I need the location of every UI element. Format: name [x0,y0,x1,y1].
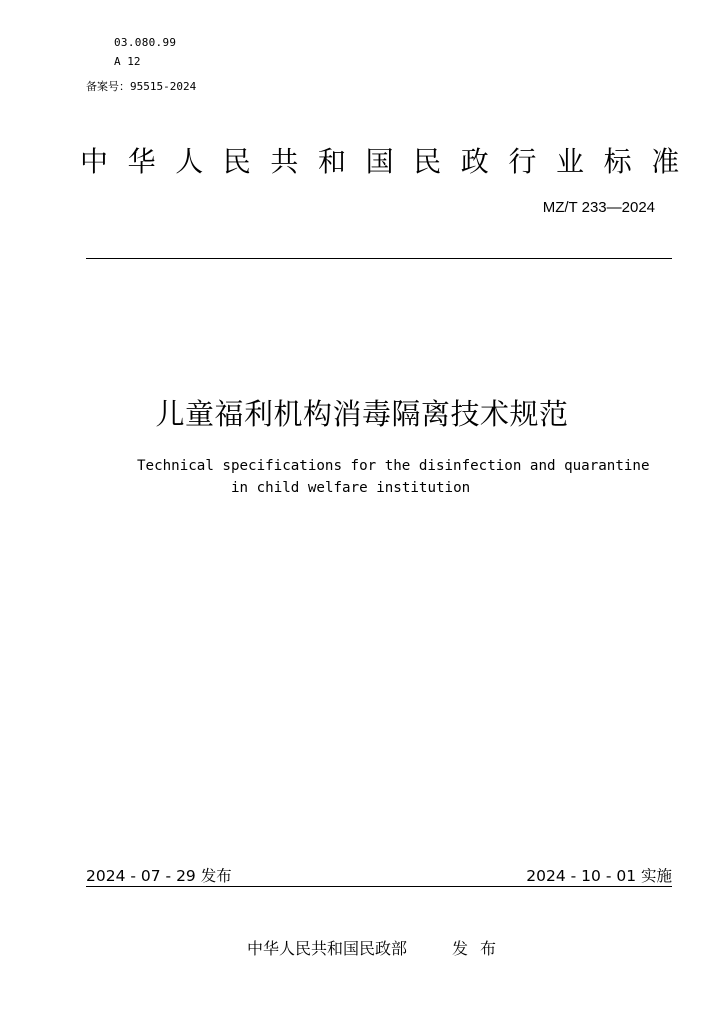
ics-code: 03.080.99 [114,36,177,49]
filing-number: 备案号：95515-2024 [86,80,197,93]
header-divider [86,258,672,259]
implement-date: 2024 - 10 - 01 实施 [526,867,672,885]
ccs-code: A 12 [114,55,141,68]
standard-category-title: 中华人民共和国民政行业标准 [80,145,699,178]
document-title-en-line1: Technical specifications for the disinfection and quarantine [137,458,650,474]
issuing-authority: 中华人民共和国民政部 [247,939,408,958]
document-title-zh: 儿童福利机构消毒隔离技术规范 [155,397,569,431]
document-title-en-line2: in child welfare institution [231,480,471,496]
issue-label: 发布 [452,939,509,958]
standard-number: MZ/T 233—2024 [542,199,655,216]
publish-date: 2024 - 07 - 29 发布 [86,867,232,885]
footer-divider [86,886,672,887]
